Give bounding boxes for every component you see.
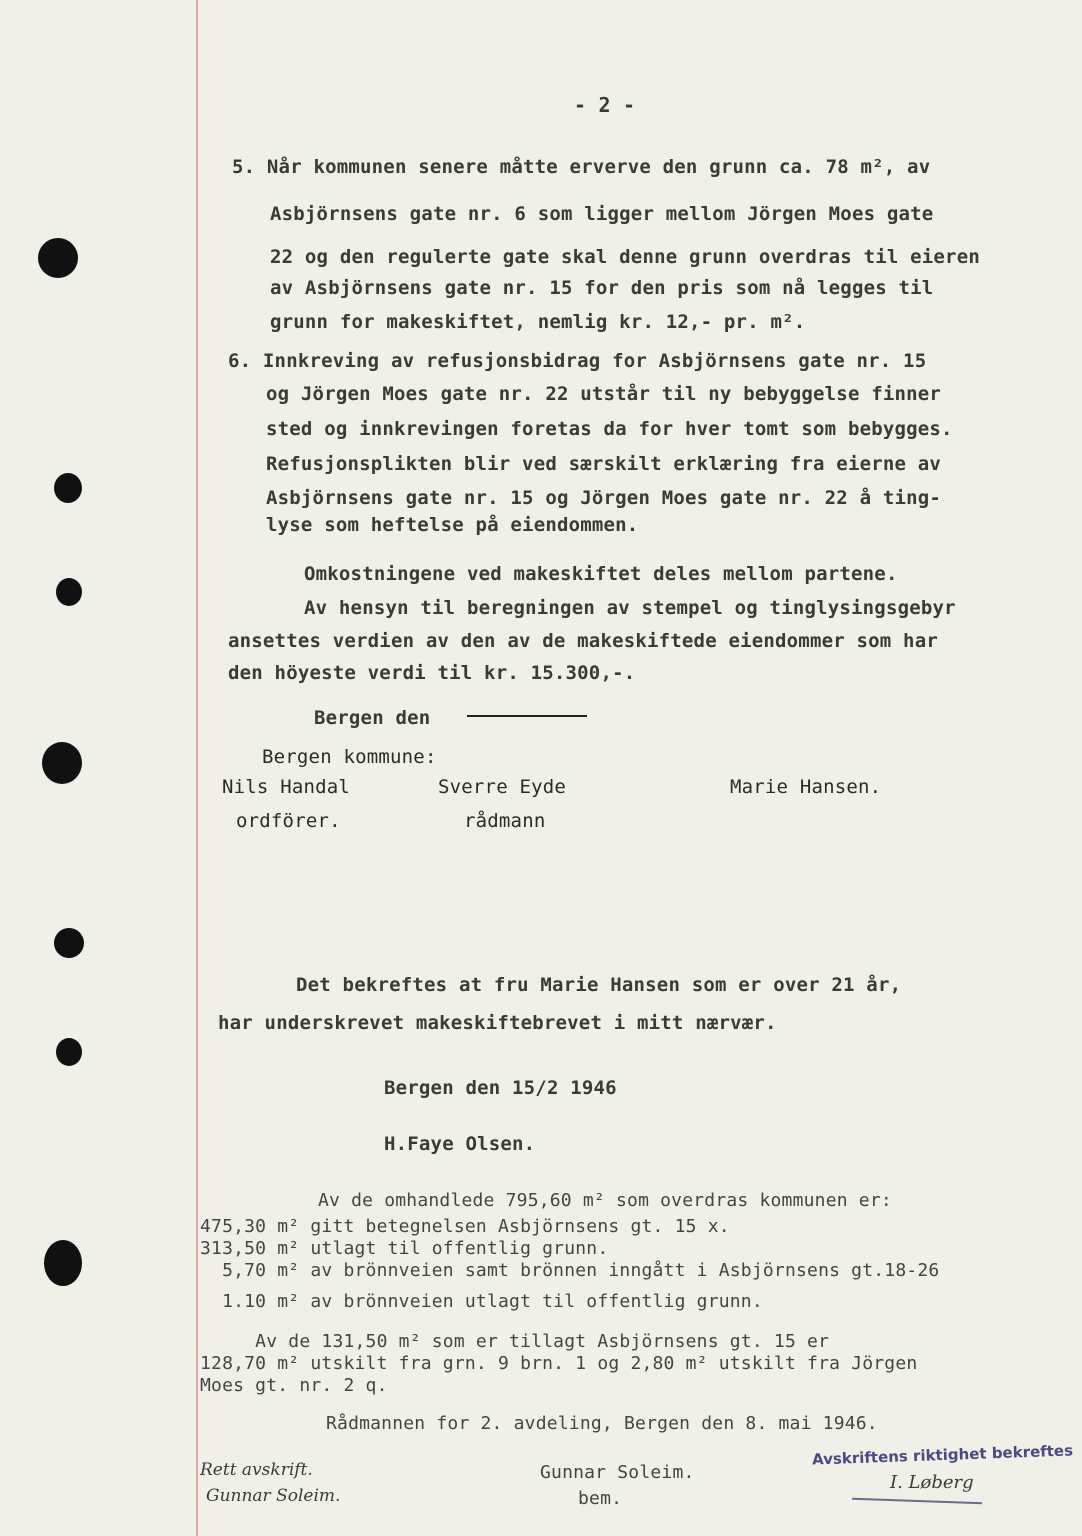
stamp-signature: I. Løberg [890,1472,974,1493]
item6-line: 6. Innkreving av refusjonsbidrag for Asbjörnsens gate nr. 15 [228,350,927,372]
item6-line: og Jörgen Moes gate nr. 22 utstår til ny bebyggelse finner [266,383,942,405]
area-intro: Av de omhandlede 795,60 m² som overdras kommunen er: [318,1190,892,1211]
place-date: Bergen den [314,707,431,729]
punch-hole [56,1038,82,1066]
area-line: 1.10 m² av brönnveien utlagt til offentlig grunn. [200,1291,763,1312]
area-line: 475,30 m² gitt betegnelsen Asbjörnsens gt. 15 x. [200,1216,730,1237]
stamp-paragraph-line: Av hensyn til beregningen av stempel og tinglysingsgebyr [304,597,956,619]
confirm-date: Bergen den 15/2 1946 [384,1077,617,1099]
item5-line: grunn for makeskiftet, nemlig kr. 12,- pr. m². [270,311,806,333]
item6-line: Refusjonsplikten blir ved særskilt erklæring fra eierne av [266,453,942,475]
area-line: 5,70 m² av brönnveien samt brönnen inngått i Asbjörnsens gt.18-26 [200,1260,940,1281]
punch-hole [56,578,82,606]
area-line: 313,50 m² utlagt til offentlig grunn. [200,1238,609,1259]
punch-hole [54,928,84,958]
punch-hole [38,238,78,278]
date-blank-line [467,715,587,717]
handwritten-signature: Gunnar Soleim. [206,1486,341,1506]
radmann-line: Rådmannen for 2. avdeling, Bergen den 8. mai 1946. [326,1413,878,1434]
stamp-paragraph-line: ansettes verdien av den av de makeskiftede eiendommer som har [228,630,938,652]
costs-paragraph: Omkostningene ved makeskiftet deles mellom partene. [304,563,898,585]
item5-line: 22 og den regulerte gate skal denne grunn overdras til eieren [270,246,980,268]
page-number: - 2 - [574,93,636,117]
final-signer: Gunnar Soleim. [540,1462,695,1483]
confirmation-line: Det bekreftes at fru Marie Hansen som er over 21 år, [296,974,902,996]
punch-hole [44,1240,82,1286]
signatory1-name: Nils Handal [222,776,351,798]
margin-rule [196,0,198,1536]
added-paragraph-line: 128,70 m² utskilt fra grn. 9 brn. 1 og 2,80 m² utskilt fra Jörgen [200,1353,918,1374]
item6-line: Asbjörnsens gate nr. 15 og Jörgen Moes gate nr. 22 å ting- [266,487,942,509]
certification-stamp: Avskriftens riktighet bekreftes [811,1441,1074,1469]
added-paragraph-line: Moes gt. nr. 2 q. [200,1375,388,1396]
item5-line: Asbjörnsens gate nr. 6 som ligger mellom Jörgen Moes gate [270,203,934,225]
signatory2-name: Sverre Eyde [438,776,567,798]
signatory2-title: rådmann [464,810,546,832]
punch-hole [54,473,82,503]
confirm-signer: H.Faye Olsen. [384,1133,536,1155]
added-paragraph-line: Av de 131,50 m² som er tillagt Asbjörnsens gt. 15 er [200,1331,830,1352]
confirmation-line: har underskrevet makeskiftebrevet i mitt nærvær. [218,1012,777,1034]
stamp-paragraph-line: den höyeste verdi til kr. 15.300,-. [228,662,636,684]
item6-line: sted og innkrevingen foretas da for hver tomt som bebygges. [266,418,953,440]
signatory-org: Bergen kommune: [262,746,437,768]
item6-line: lyse som heftelse på eiendommen. [266,514,639,536]
punch-hole [42,742,82,784]
item5-line: av Asbjörnsens gate nr. 15 for den pris som nå legges til [270,277,934,299]
stamp-underline [852,1498,982,1505]
handwritten-note: Rett avskrift. [200,1460,313,1480]
signatory1-title: ordförer. [236,810,341,832]
signatory3-name: Marie Hansen. [730,776,882,798]
final-signer-sub: bem. [578,1488,623,1509]
item5-line: 5. Når kommunen senere måtte erverve den grunn ca. 78 m², av [232,156,931,178]
